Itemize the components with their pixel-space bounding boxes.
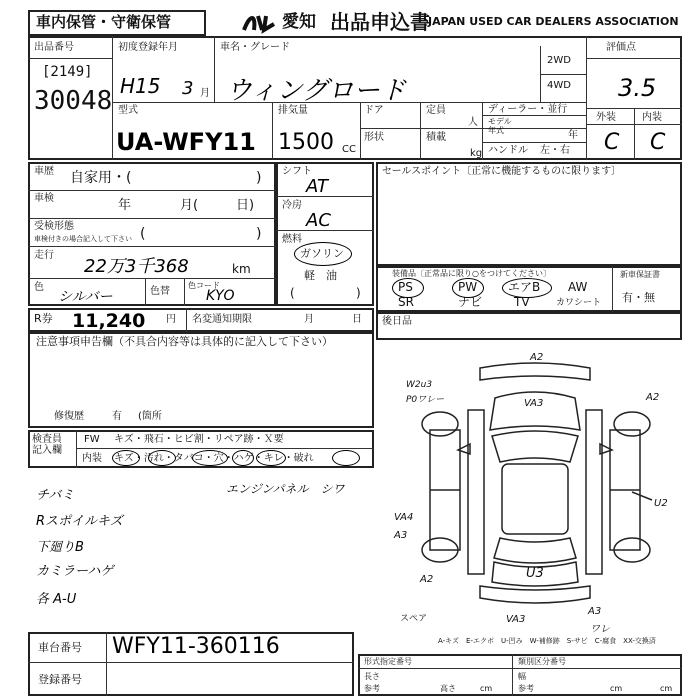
mark-hood: VA3 bbox=[524, 398, 544, 409]
inspector-label: 検査員 記入欄 bbox=[32, 434, 62, 456]
type-value: UA-WFY11 bbox=[116, 128, 256, 156]
history-value: 自家用・( bbox=[70, 170, 132, 186]
fuel-close: ) bbox=[356, 286, 361, 300]
color-code-label: 色コード bbox=[188, 281, 220, 290]
color-code-value: KYO bbox=[206, 288, 235, 304]
acceptance-close: ) bbox=[256, 226, 262, 242]
cc-unit: CC bbox=[342, 144, 356, 155]
mark-right-front: A2 bbox=[646, 392, 660, 403]
interior-label: 内装 bbox=[642, 112, 662, 123]
footer-ref-1: 参考 bbox=[364, 684, 380, 693]
registration-month-unit: 月 bbox=[200, 88, 210, 99]
engine-note: エンジンパネル シワ bbox=[226, 482, 345, 496]
footer-cm-1: cm bbox=[480, 684, 493, 693]
lot-sub-number: [2149] bbox=[42, 64, 93, 80]
inspector-circle-5 bbox=[256, 450, 286, 466]
association-name: JAPAN USED CAR DEALERS ASSOCIATION bbox=[428, 15, 679, 28]
history-section bbox=[28, 162, 276, 306]
footer-ref-2: 参考 bbox=[518, 684, 534, 693]
mark-left-side-1: VA4 bbox=[394, 512, 414, 523]
history-close: ) bbox=[256, 170, 262, 186]
model-year-unit: 年 bbox=[568, 130, 578, 141]
load-label: 積載 bbox=[426, 132, 446, 143]
acceptance-open: ( bbox=[140, 226, 146, 242]
type-cert-label: 形式指定番号 bbox=[364, 657, 412, 666]
acceptance-label: 受検形態 bbox=[34, 221, 74, 232]
mileage-unit: km bbox=[232, 262, 251, 276]
recycle-value: 11,240 bbox=[72, 310, 146, 332]
inspector-row2-label: 内装 bbox=[82, 453, 102, 464]
grade-score: 3.5 bbox=[618, 74, 657, 102]
sales-point-label: セールスポイント〔正常に機能するものに限ります〕 bbox=[382, 166, 622, 177]
color-label: 色 bbox=[34, 282, 44, 293]
doors-label: ドア bbox=[364, 105, 384, 116]
inspection-label: 車検 bbox=[34, 193, 54, 204]
grade-label: 評価点 bbox=[606, 42, 636, 53]
mileage-value: 22万3千368 bbox=[84, 256, 189, 277]
note-2: Rスポイルキズ bbox=[36, 514, 123, 529]
ju-logo bbox=[240, 10, 280, 34]
equip-ps-circle bbox=[392, 278, 424, 298]
fuel-diesel: 軽 油 bbox=[304, 269, 337, 282]
dealer-label: ディーラー・並行 bbox=[488, 104, 568, 115]
category-label: 類別区分番号 bbox=[518, 657, 566, 666]
mark-left-front-2: P0ワレー bbox=[406, 395, 445, 405]
person-unit: 人 bbox=[468, 117, 478, 128]
inspector-circle-1 bbox=[112, 450, 140, 466]
inspector-circle-2 bbox=[148, 450, 176, 466]
registration-label: 初度登録年月 bbox=[118, 42, 178, 53]
logo-region: 愛知 bbox=[282, 12, 316, 32]
color-change-label: 色替 bbox=[150, 286, 170, 297]
exterior-label: 外装 bbox=[596, 112, 616, 123]
drive-2wd: 2WD bbox=[547, 55, 571, 66]
equip-sr: SR bbox=[398, 295, 414, 309]
rear-label: 後日品 bbox=[382, 316, 412, 327]
exterior-grade: C bbox=[604, 130, 620, 155]
footer-height: 高さ bbox=[440, 684, 456, 693]
handle-options: 左・右 bbox=[540, 145, 570, 156]
mark-left-side-2: A3 bbox=[394, 530, 408, 541]
shift-label: シフト bbox=[282, 166, 312, 177]
equip-navi: ナビ bbox=[458, 295, 483, 309]
inspector-row1-label: FW bbox=[84, 434, 100, 445]
recycle-label: R券 bbox=[34, 312, 53, 325]
inspector-row1: キズ・飛石・ヒビ割・リペア跡・Ｘ要 bbox=[114, 434, 284, 445]
repair-location: (箇所 bbox=[138, 411, 162, 422]
drive-4wd: 4WD bbox=[547, 80, 571, 91]
mark-roof-rear: U3 bbox=[526, 566, 544, 581]
shape-label: 形状 bbox=[364, 132, 384, 143]
mark-rear-right-2: ワレ bbox=[590, 624, 610, 635]
mark-front-bumper: A2 bbox=[530, 352, 544, 363]
storage-label: 車内保管・守衛保管 bbox=[36, 13, 172, 31]
fuel-petrol: ガソリン bbox=[300, 247, 344, 260]
recycle-unit: 円 bbox=[166, 314, 176, 325]
model-name: ウィングロード bbox=[226, 76, 406, 106]
rear-section bbox=[376, 312, 682, 340]
note-4: カミラーハゲ bbox=[36, 564, 114, 579]
lot-number: 30048 bbox=[34, 86, 113, 116]
registration-month: 3 bbox=[182, 78, 194, 99]
mark-left-rear: A2 bbox=[420, 574, 434, 585]
inspector-circle-3 bbox=[192, 450, 228, 466]
footer-width: 幅 bbox=[518, 672, 526, 681]
notes-label: 注意事項申告欄（不具合内容等は具体的に記入して下さい） bbox=[36, 335, 333, 348]
note-3: 下廻りB bbox=[36, 540, 84, 555]
spare-label: スペア bbox=[400, 614, 428, 624]
displacement-label: 排気量 bbox=[278, 105, 308, 116]
aircon-label: 冷房 bbox=[282, 200, 302, 211]
registration-year: H15 bbox=[120, 74, 161, 98]
reg-label: 登録番号 bbox=[38, 673, 82, 686]
model-year-label: モデル年式 bbox=[488, 117, 512, 135]
equip-aw: AW bbox=[568, 280, 588, 294]
footer-cm-2: cm bbox=[610, 684, 623, 693]
type-label: 型式 bbox=[118, 105, 138, 116]
inspector-circle-4 bbox=[232, 450, 254, 466]
chassis-label: 車台番号 bbox=[38, 641, 82, 654]
mileage-label: 走行 bbox=[34, 250, 54, 261]
inspector-circle-6 bbox=[332, 450, 360, 466]
capacity-label: 定員 bbox=[426, 105, 446, 116]
equip-pw: PW bbox=[458, 280, 478, 294]
kg-unit: kg bbox=[470, 148, 483, 159]
mark-left-front-1: W2u3 bbox=[406, 380, 433, 390]
repair-value: 有 bbox=[112, 411, 122, 422]
interior-grade: C bbox=[650, 130, 666, 155]
footer-length: 長さ bbox=[364, 672, 380, 681]
tax-month: 月 bbox=[304, 314, 314, 325]
inspection-year: 年 bbox=[118, 198, 132, 213]
mark-rear-right-1: A3 bbox=[588, 606, 602, 617]
tax-day: 日 bbox=[352, 314, 362, 325]
equip-tv: TV bbox=[514, 295, 530, 309]
displacement-value: 1500 bbox=[278, 130, 334, 155]
sales-point-section bbox=[376, 162, 682, 266]
acceptance-note: 車検付きの場合記入して下さい bbox=[34, 235, 132, 243]
color-value: シルバー bbox=[58, 289, 113, 305]
aircon-value: AC bbox=[306, 210, 331, 231]
fuel-open: ( bbox=[290, 286, 295, 300]
equip-ps: PS bbox=[398, 280, 413, 294]
repair-label: 修復歴 bbox=[54, 411, 84, 422]
inspection-month: 月( bbox=[180, 198, 199, 213]
equip-seat: カワシート bbox=[556, 298, 602, 308]
note-1: チバミ bbox=[36, 488, 75, 503]
form-title: 出品申込書 bbox=[330, 10, 430, 34]
mark-rear-bumper: VA3 bbox=[506, 614, 526, 625]
history-label: 車歴 bbox=[34, 166, 54, 177]
warranty-options: 有・無 bbox=[622, 291, 655, 304]
inspector-row2: キズ・汚れ・タバコ・穴・ハゲ・キレ・破れ bbox=[114, 453, 314, 464]
equip-airbag-circle bbox=[502, 278, 552, 298]
equip-airbag: エアB bbox=[508, 280, 541, 294]
damage-legend: A-キズ E-エクボ U-凹み W-補修跡 S-サビ C-腐食 XX-交換済 bbox=[438, 637, 656, 645]
footer-cm-3: cm bbox=[660, 684, 673, 693]
tax-label: 名変通知期限 bbox=[192, 314, 252, 325]
inspection-day: 日) bbox=[236, 198, 255, 213]
chassis-value: WFY11-360116 bbox=[112, 634, 280, 659]
handle-label: ハンドル bbox=[488, 145, 528, 156]
shift-value: AT bbox=[306, 176, 328, 197]
model-label: 車名・グレード bbox=[220, 42, 290, 53]
mark-right-side: U2 bbox=[654, 498, 668, 509]
warranty-label: 新車保証書 bbox=[620, 270, 660, 279]
lot-label: 出品番号 bbox=[34, 42, 74, 53]
equip-pw-circle bbox=[452, 278, 484, 298]
note-5: 各 A-U bbox=[36, 592, 77, 607]
fuel-label: 燃料 bbox=[282, 234, 302, 245]
equipment-label: 装備品〔正常品に限り○をつけてください〕 bbox=[392, 269, 551, 278]
